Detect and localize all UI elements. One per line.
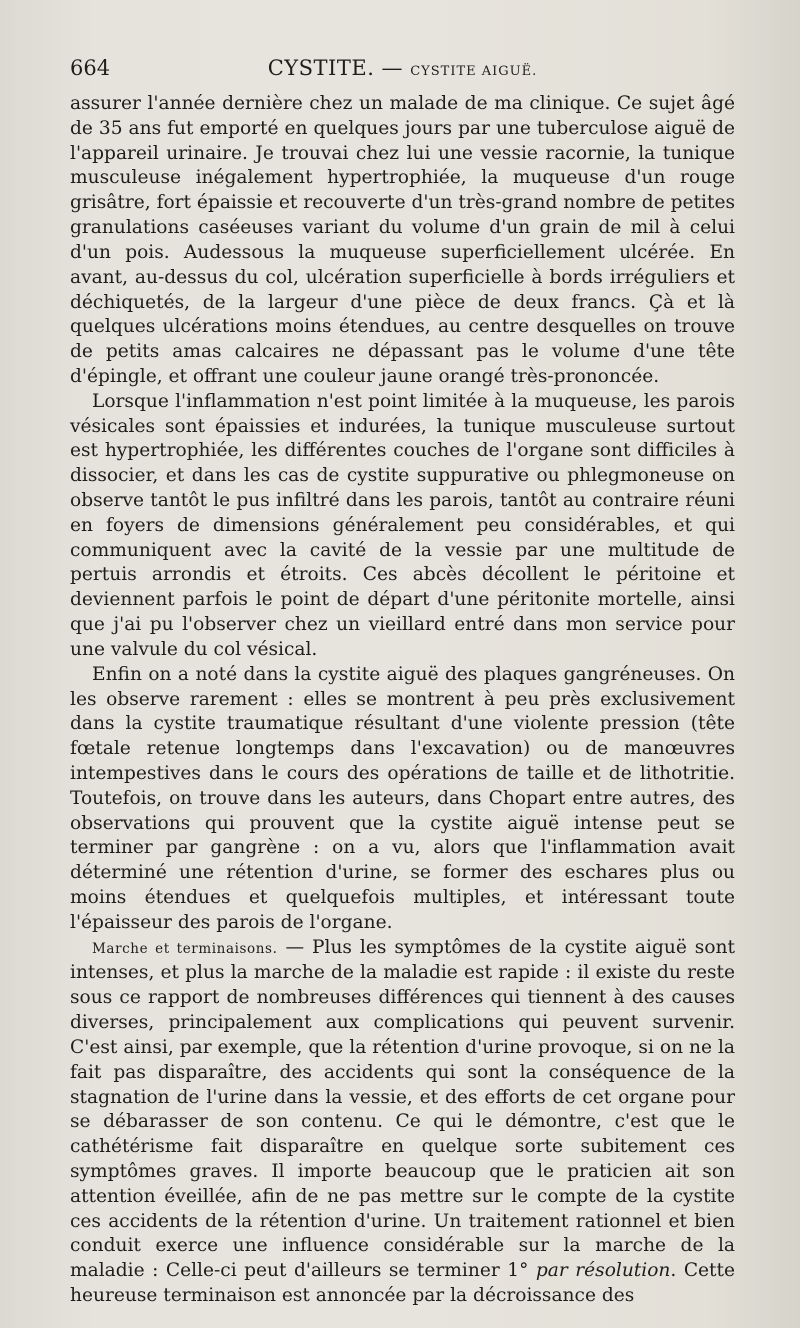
paragraph-marche-tail: . Cette heureuse terminaison est annoncée par la décroissance des (70, 1260, 736, 1306)
title-separator: — (374, 56, 411, 80)
italic-term: par résolution (535, 1260, 671, 1282)
running-header (70, 56, 735, 86)
section-subtitle: CYSTITE AIGUË. (410, 64, 538, 79)
paragraph-continued: assurer l'année dernière chez un malade de ma clinique. Ce sujet âgé de 35 ans fut emporté en quelques jours par une tuberculose aiguë de l'appareil urinaire. Je trouvai chez lui une vessie racornie, la tunique musculeuse inégalement hypertrophiée, la muqueuse d'un rouge grisâtre, fort épaissie et recouverte d'un très-grand nombre de petites granulations caséeuses variant du volume d'un grain de mil à celui d'un pois. Audessous la muqueuse superficiellement ulcérée. En avant, au-dessus du col, ulcération superficielle à bords irréguliers et déchiquetés, de la largeur d'une pièce de deux francs. Çà et là quelques ulcérations moins étendues, au centre desquelles on trouve de petits amas calcaires ne dépassant pas le volume d'une tête d'épingle, et offrant une couleur jaune orangé très-prononcée. (70, 93, 735, 387)
paragraph-marche (70, 936, 735, 1309)
section-heading: Marche et terminaisons. (92, 940, 278, 957)
chapter-title: CYSTITE. (267, 56, 375, 80)
paragraph-gangrene: Enfin on a noté dans la cystite aiguë des plaques gangréneuses. On les observe rarement : elles se montrent à peu près exclusivement dans la cystite traumatique résultant d'une violente pression (tête fœtale retenue longtemps dans l'excavation) ou de manœuvres intempestives dans le cours des opérations de taille et de lithotritie. Toutefois, on trouve dans les auteurs, dans Chopart entre autres, des observations qui prouvent que la cystite aiguë intense peut se terminer par gangrène : on a vu, alors que l'inflammation avait déterminé une rétention d'urine, se former des eschares plus ou moins étendues et quelquefois multiples, et intéressant toute l'épaisseur des parois de l'organe. (70, 663, 735, 933)
running-title (70, 56, 735, 80)
page-number: 664 (70, 56, 111, 80)
paragraph-marche-text: — Plus les symptômes de la cystite aiguë sont intenses, et plus la marche de la maladie est rapide : il existe du reste sous ce rapport de nombreuses différences qui tiennent à des causes diverses, principalement aux complications qui peuvent survenir. C'est ainsi, par exemple, que la rétention d'urine provoque, si on ne la fait pas disparaître, des accidents qui sont la conséquence de la stagnation de l'urine dans la vessie, et des efforts de cet organe pour se débarasser de son contenu. Ce qui le démontre, c'est que le cathétérisme fait disparaître en quelque sorte subitement ces symptômes graves. Il importe beaucoup que le praticien ait son attention éveillée, afin de ne pas mettre sur le compte de la cystite ces accidents de la rétention d'urine. Un traitement rationnel et bien conduit exerce une influence considérable sur la marche de la maladie : Celle-ci peut d'ailleurs se terminer 1° (70, 936, 735, 1282)
paragraph-parois: Lorsque l'inflammation n'est point limitée à la muqueuse, les parois vésicales sont épaissies et indurées, la tunique musculeuse surtout est hypertrophiée, les différentes couches de l'organe sont difficiles à dissocier, et dans les cas de cystite suppurative ou phlegmoneuse on observe tantôt le pus infiltré dans les parois, tantôt au contraire réuni en foyers de dimensions généralement peu considérables, et qui communiquent avec la cavité de la vessie par une multitude de pertuis arrondis et étroits. Ces abcès décollent le péritoine et deviennent parfois le point de départ d'une péritonite mortelle, ainsi que j'ai pu l'observer chez un vieillard entré dans mon service pour une valvule du col vésical. (70, 390, 735, 660)
body-text (70, 92, 735, 1309)
